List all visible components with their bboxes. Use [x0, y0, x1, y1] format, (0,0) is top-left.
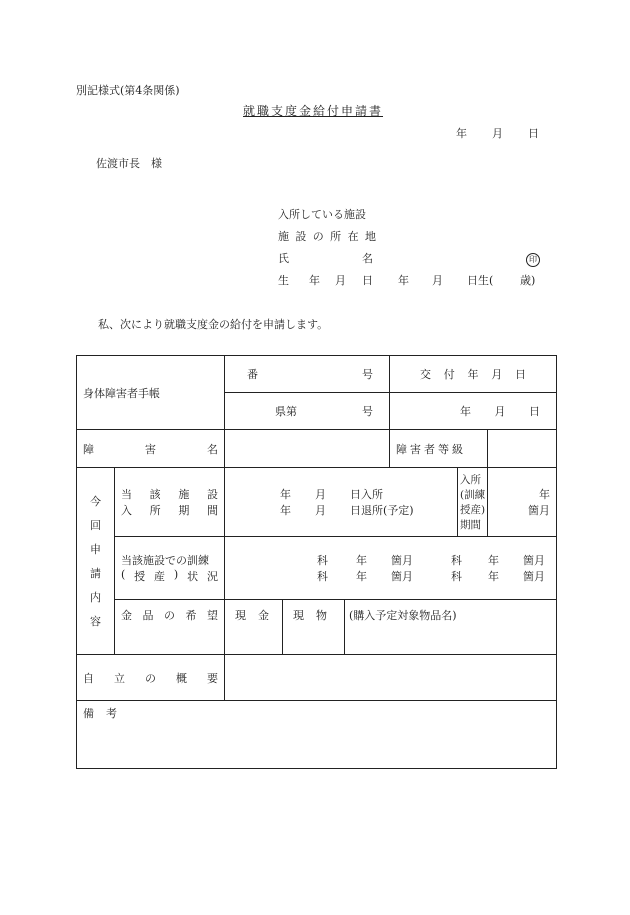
handbook-row-1	[77, 356, 557, 393]
seal-icon: 印	[526, 253, 540, 267]
date-day-label: 日	[528, 127, 539, 140]
disability-name-field[interactable]	[225, 430, 390, 468]
birth-label-nichi: 日	[362, 274, 373, 287]
date-year-label: 年	[456, 127, 467, 140]
disability-grade-field[interactable]	[488, 430, 557, 468]
form-title: 就職支度金給付申請書	[243, 104, 384, 118]
this-application-label: 今 回 申 請 内 容	[77, 468, 115, 655]
name-label-second: 名	[362, 252, 373, 265]
intro-statement: 私、次により就職支度金の給付を申請します。	[98, 318, 329, 331]
cash-option[interactable]: 現 金	[225, 600, 283, 655]
training-status-label: 当該施設での訓練 ( 授 産 ) 状 況	[115, 537, 225, 600]
form-reference: 別記様式(第4条関係)	[76, 84, 180, 97]
period-label: 当 該 施 設 入 所 期 間	[115, 468, 225, 537]
handbook-number-cell[interactable]: 番 号	[225, 356, 390, 393]
independence-summary-field[interactable]	[225, 655, 557, 701]
disability-grade-label: 障害者等級	[390, 430, 488, 468]
remarks-field[interactable]	[77, 701, 557, 769]
prefecture-number-cell[interactable]: 県第 号	[225, 393, 390, 430]
admission-discharge-cell[interactable]: 年 月 日入所 年 月 日退所(予定)	[225, 468, 458, 537]
birth-day-label: 日生(	[467, 274, 494, 287]
remarks-row	[77, 701, 557, 769]
birth-month-label: 月	[432, 274, 443, 287]
handbook-label: 身体障害者手帳	[77, 356, 225, 430]
goods-option[interactable]: 現 物	[283, 600, 345, 655]
goods-preference-label: 金 品 の 希 望	[115, 600, 225, 655]
independence-row	[77, 655, 557, 701]
disability-name-label: 障 害 名	[77, 430, 225, 468]
period-row	[77, 468, 557, 537]
issue-date-cell[interactable]: 年 月 日	[390, 393, 557, 430]
addressee: 佐渡市長 様	[96, 157, 162, 170]
training-period-label: 入所(訓練 授産)期間	[458, 468, 488, 537]
facility-address-label: 施 設 の 所 在 地	[278, 230, 376, 243]
seal-mark	[526, 252, 540, 267]
facility-label: 入所している施設	[278, 208, 366, 221]
name-label-first: 氏	[278, 252, 289, 265]
birth-label-gatsu: 月	[335, 274, 346, 287]
age-label: 歳)	[520, 274, 536, 287]
goods-item-names[interactable]: (購入予定対象物品名)	[345, 600, 557, 655]
date-month-label: 月	[492, 127, 503, 140]
birth-year-label: 年	[398, 274, 409, 287]
disability-row	[77, 430, 557, 468]
training-status-field[interactable]: 科 年 箇月 科 年 箇月 科 年 箇月 科 年 箇月	[225, 537, 557, 600]
remarks-label: 備 考	[83, 707, 117, 720]
independence-summary-label: 自 立 の 概 要	[77, 655, 225, 701]
issue-date-header: 交 付 年 月 日	[390, 356, 557, 393]
training-row	[77, 537, 557, 600]
birth-label-sei: 生	[278, 274, 289, 287]
goods-row	[77, 600, 557, 655]
birth-label-nen: 年	[309, 274, 320, 287]
application-table	[76, 355, 557, 769]
training-period-field[interactable]: 年 箇月	[488, 468, 557, 537]
